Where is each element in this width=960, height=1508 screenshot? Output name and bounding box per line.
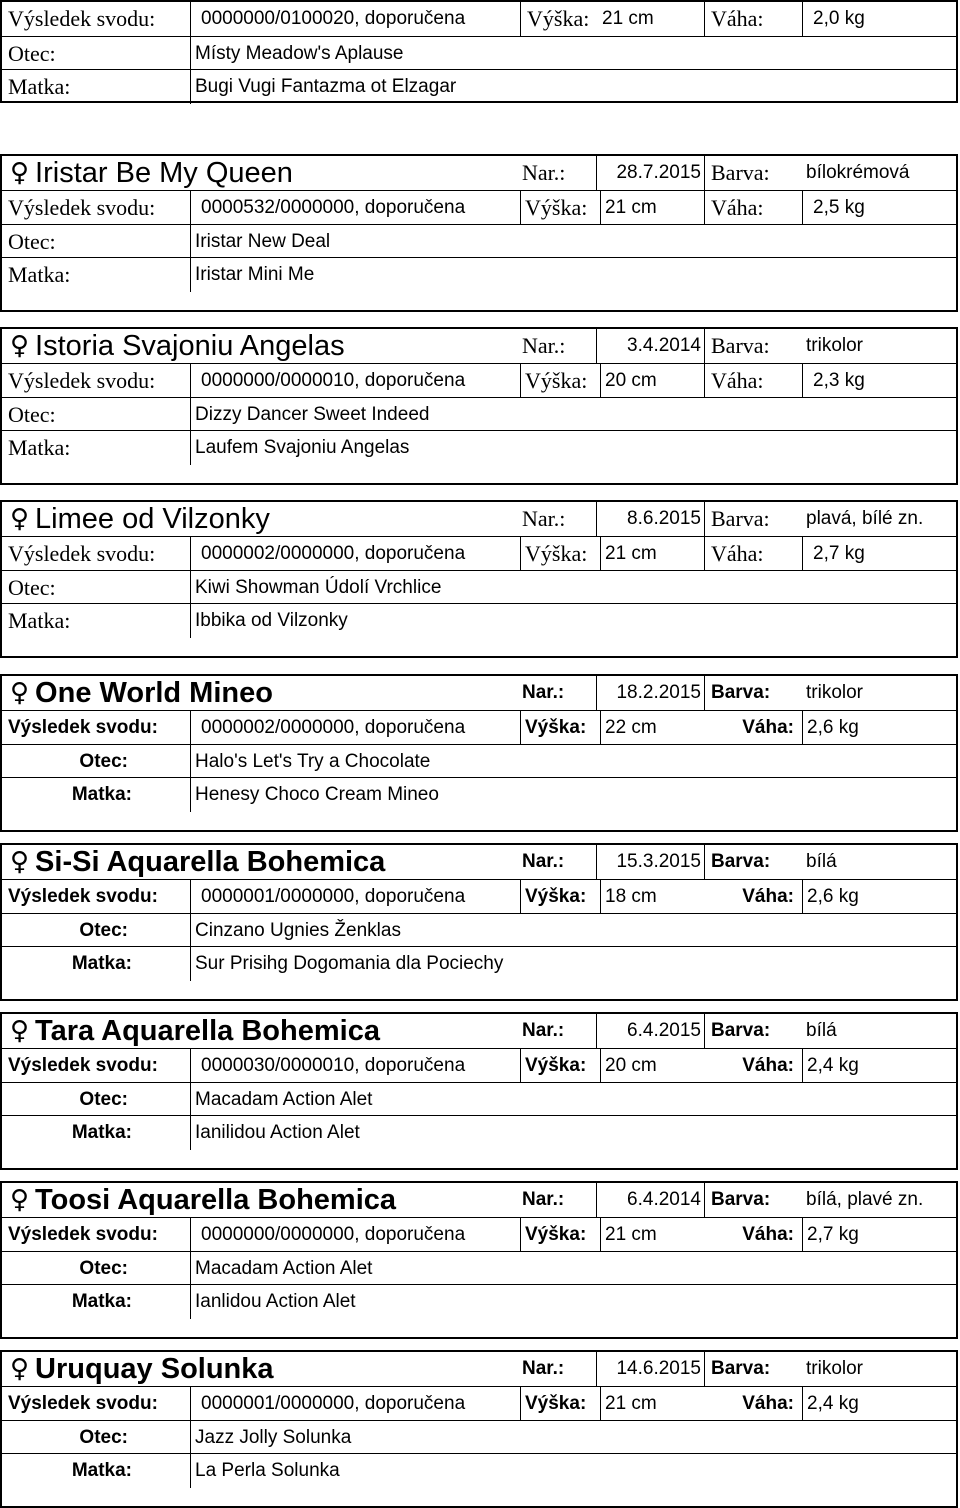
weight-label: Váha:	[742, 886, 794, 907]
result-label: Výsledek svodu:	[8, 717, 158, 738]
father-label: Otec:	[79, 1089, 128, 1110]
birth-label: Nar.:	[522, 160, 566, 185]
mother-value: Henesy Choco Cream Mineo	[190, 778, 895, 812]
dog-name: Istoria Svajoniu Angelas	[35, 329, 345, 362]
color-value: bílokrémová	[806, 162, 910, 183]
dog-record	[0, 1350, 958, 1508]
father-value: Jazz Jolly Solunka	[190, 1421, 895, 1455]
father-label: Otec:	[8, 402, 56, 427]
result-label: Výsledek svodu:	[8, 368, 156, 393]
dog-name-cell	[10, 329, 510, 363]
result-row	[2, 1386, 956, 1421]
color-label: Barva:	[704, 676, 807, 710]
mother-label: Matka:	[8, 262, 71, 287]
header-row	[2, 156, 956, 190]
father-value: Dizzy Dancer Sweet Indeed	[190, 398, 895, 432]
weight-label: Váha:	[742, 1224, 794, 1245]
height-label: Výška:	[520, 1218, 605, 1252]
mother-value: Ianilidou Action Alet	[190, 1116, 895, 1150]
height-label: Výška:	[520, 537, 605, 571]
mother-row	[2, 430, 956, 465]
dog-name-cell	[10, 845, 510, 879]
height-value: 21 cm	[600, 537, 705, 571]
weight-label: Váha:	[742, 1393, 794, 1414]
height-value: 20 cm	[600, 1049, 705, 1083]
mother-label: Matka:	[8, 74, 71, 99]
female-symbol-icon: ♀	[10, 331, 30, 361]
female-symbol-icon: ♀	[10, 1354, 30, 1384]
color-value: trikolor	[806, 682, 864, 703]
birth-date: 28.7.2015	[596, 156, 703, 190]
weight-value: 2,4 kg	[802, 1387, 957, 1421]
header-row	[2, 1014, 956, 1048]
father-row	[2, 397, 956, 432]
result-row	[2, 190, 956, 225]
color-label: Barva:	[704, 329, 807, 363]
father-value: Cinzano Ugnies Ženklas	[190, 914, 895, 948]
weight-value: 2,6 kg	[802, 711, 957, 745]
header-row	[2, 329, 956, 363]
dog-record	[0, 1012, 958, 1170]
height-value: 21 cm	[600, 1218, 705, 1252]
birth-label: Nar.:	[522, 851, 565, 872]
result-row	[2, 710, 956, 745]
color-value: trikolor	[806, 335, 864, 356]
dog-name: Iristar Be My Queen	[35, 156, 293, 189]
result-value: 0000001/0000000, doporučena	[190, 1387, 527, 1421]
female-symbol-icon: ♀	[10, 158, 30, 188]
height-label: Výška:	[520, 1049, 605, 1083]
color-value: trikolor	[806, 1358, 864, 1379]
birth-label: Nar.:	[522, 333, 566, 358]
result-label: Výsledek svodu:	[8, 1224, 158, 1245]
birth-date: 8.6.2015	[596, 502, 703, 536]
birth-date: 14.6.2015	[596, 1352, 703, 1386]
height-label: Výška:	[520, 711, 605, 745]
birth-label: Nar.:	[522, 1358, 565, 1379]
weight-label: Váha:	[742, 717, 794, 738]
father-value: Místy Meadow's Aplause	[190, 37, 895, 71]
mother-row	[2, 1284, 956, 1319]
father-value: Macadam Action Alet	[190, 1252, 895, 1286]
height-value: 21 cm	[600, 1387, 705, 1421]
father-label: Otec:	[8, 229, 56, 254]
father-row	[2, 1082, 956, 1117]
mother-value: Sur Prisihg Dogomania dla Pociechy	[190, 947, 895, 981]
result-row	[2, 363, 956, 398]
dog-name-cell	[10, 676, 510, 710]
father-label: Otec:	[8, 41, 56, 66]
father-value: Macadam Action Alet	[190, 1083, 895, 1117]
weight-value: 2,3 kg	[802, 364, 960, 398]
father-row	[2, 744, 956, 779]
height-label: Výška:	[520, 880, 605, 914]
weight-value: 2,6 kg	[802, 880, 957, 914]
result-value: 0000000/0000010, doporučena	[190, 364, 527, 398]
height-label: Výška:	[520, 191, 605, 225]
mother-row	[2, 257, 956, 292]
header-row	[2, 845, 956, 879]
mother-label: Matka:	[71, 1291, 132, 1312]
birth-label: Nar.:	[522, 1189, 565, 1210]
father-row	[2, 224, 956, 259]
result-row	[2, 2, 956, 36]
father-label: Otec:	[79, 1258, 128, 1279]
mother-value: La Perla Solunka	[190, 1454, 895, 1488]
height-value: 21 cm	[602, 8, 654, 29]
result-value: 0000001/0000000, doporučena	[190, 880, 527, 914]
mother-row	[2, 777, 956, 812]
birth-date: 3.4.2014	[596, 329, 703, 363]
dog-record	[0, 154, 958, 312]
dog-record	[0, 327, 958, 485]
header-row	[2, 1352, 956, 1386]
dog-record	[0, 674, 958, 832]
header-row	[2, 676, 956, 710]
result-value: 0000030/0000010, doporučena	[190, 1049, 527, 1083]
color-value: plavá, bílé zn.	[806, 508, 924, 529]
height-label: Výška:	[520, 2, 607, 36]
color-value: bílá, plavé zn.	[806, 1189, 924, 1210]
female-symbol-icon: ♀	[10, 1016, 30, 1046]
mother-value: Laufem Svajoniu Angelas	[190, 431, 895, 465]
father-label: Otec:	[79, 751, 128, 772]
result-value: 0000000/0100020, doporučena	[190, 2, 527, 36]
birth-date: 18.2.2015	[596, 676, 703, 710]
dog-name-cell	[10, 156, 510, 190]
color-label: Barva:	[704, 502, 807, 536]
weight-value: 2,4 kg	[802, 1049, 957, 1083]
mother-label: Matka:	[8, 435, 71, 460]
color-label: Barva:	[704, 156, 807, 190]
mother-row	[2, 946, 956, 981]
mother-label: Matka:	[71, 1460, 132, 1481]
weight-label: Váha:	[704, 537, 807, 571]
header-row	[2, 1183, 956, 1217]
father-row	[2, 36, 956, 71]
mother-label: Matka:	[71, 784, 132, 805]
weight-label: Váha:	[704, 191, 807, 225]
result-row	[2, 1048, 956, 1083]
dog-name: Uruquay Solunka	[35, 1352, 274, 1385]
height-value: 20 cm	[600, 364, 705, 398]
mother-value: Ianlidou Action Alet	[190, 1285, 895, 1319]
color-value: bílá	[806, 851, 837, 872]
dog-name: Limee od Vilzonky	[35, 502, 270, 535]
dog-name: Si-Si Aquarella Bohemica	[35, 845, 386, 878]
female-symbol-icon: ♀	[10, 678, 30, 708]
result-value: 0000002/0000000, doporučena	[190, 711, 527, 745]
dog-name: Toosi Aquarella Bohemica	[35, 1183, 397, 1216]
result-row	[2, 536, 956, 571]
father-value: Iristar New Deal	[190, 225, 895, 259]
weight-label: Váha:	[704, 364, 807, 398]
result-label: Výsledek svodu:	[8, 886, 158, 907]
result-row	[2, 879, 956, 914]
height-value: 22 cm	[600, 711, 705, 745]
female-symbol-icon: ♀	[10, 847, 30, 877]
dog-record-partial	[0, 0, 958, 103]
result-row	[2, 1217, 956, 1252]
dog-name: Tara Aquarella Bohemica	[35, 1014, 380, 1047]
weight-value: 2,5 kg	[802, 191, 960, 225]
dog-record	[0, 500, 958, 658]
mother-label: Matka:	[8, 608, 71, 633]
result-label: Výsledek svodu:	[8, 1055, 158, 1076]
mother-value: Iristar Mini Me	[190, 258, 895, 292]
birth-label: Nar.:	[522, 506, 566, 531]
result-label: Výsledek svodu:	[8, 1393, 158, 1414]
mother-label: Matka:	[71, 953, 132, 974]
mother-value: Ibbika od Vilzonky	[190, 604, 895, 638]
color-label: Barva:	[704, 1183, 807, 1217]
header-row	[2, 502, 956, 536]
mother-row	[2, 69, 956, 104]
color-label: Barva:	[704, 845, 807, 879]
father-label: Otec:	[79, 1427, 128, 1448]
weight-value: 2,7 kg	[802, 537, 960, 571]
result-label: Výsledek svodu:	[8, 6, 156, 31]
result-label: Výsledek svodu:	[8, 541, 156, 566]
weight-value: 2,0 kg	[802, 2, 960, 36]
result-value: 0000532/0000000, doporučena	[190, 191, 527, 225]
birth-date: 6.4.2014	[596, 1183, 703, 1217]
female-symbol-icon: ♀	[10, 504, 30, 534]
weight-value: 2,7 kg	[802, 1218, 957, 1252]
mother-row	[2, 1453, 956, 1488]
father-row	[2, 1420, 956, 1455]
mother-row	[2, 603, 956, 638]
color-label: Barva:	[704, 1014, 807, 1048]
height-label: Výška:	[520, 1387, 605, 1421]
father-row	[2, 913, 956, 948]
father-label: Otec:	[79, 920, 128, 941]
father-label: Otec:	[8, 575, 56, 600]
height-value: 21 cm	[600, 191, 705, 225]
color-value: bílá	[806, 1020, 837, 1041]
height-value: 18 cm	[600, 880, 705, 914]
result-value: 0000000/0000000, doporučena	[190, 1218, 527, 1252]
dog-name-cell	[10, 1183, 510, 1217]
birth-label: Nar.:	[522, 1020, 565, 1041]
result-label: Výsledek svodu:	[8, 195, 156, 220]
height-label: Výška:	[520, 364, 605, 398]
dog-record	[0, 1181, 958, 1339]
father-value: Kiwi Showman Údolí Vrchlice	[190, 571, 895, 605]
mother-label: Matka:	[71, 1122, 132, 1143]
mother-value: Bugi Vugi Fantazma ot Elzagar	[190, 70, 895, 104]
father-value: Halo's Let's Try a Chocolate	[190, 745, 895, 779]
result-value: 0000002/0000000, doporučena	[190, 537, 527, 571]
father-row	[2, 570, 956, 605]
dog-name-cell	[10, 1352, 510, 1386]
dog-name: One World Mineo	[35, 676, 273, 709]
female-symbol-icon: ♀	[10, 1185, 30, 1215]
color-label: Barva:	[704, 1352, 807, 1386]
birth-date: 6.4.2015	[596, 1014, 703, 1048]
father-row	[2, 1251, 956, 1286]
dog-name-cell	[10, 1014, 510, 1048]
dog-record	[0, 843, 958, 1001]
birth-date: 15.3.2015	[596, 845, 703, 879]
weight-label: Váha:	[742, 1055, 794, 1076]
birth-label: Nar.:	[522, 682, 565, 703]
weight-label: Váha:	[704, 2, 807, 36]
mother-row	[2, 1115, 956, 1150]
dog-name-cell	[10, 502, 510, 536]
